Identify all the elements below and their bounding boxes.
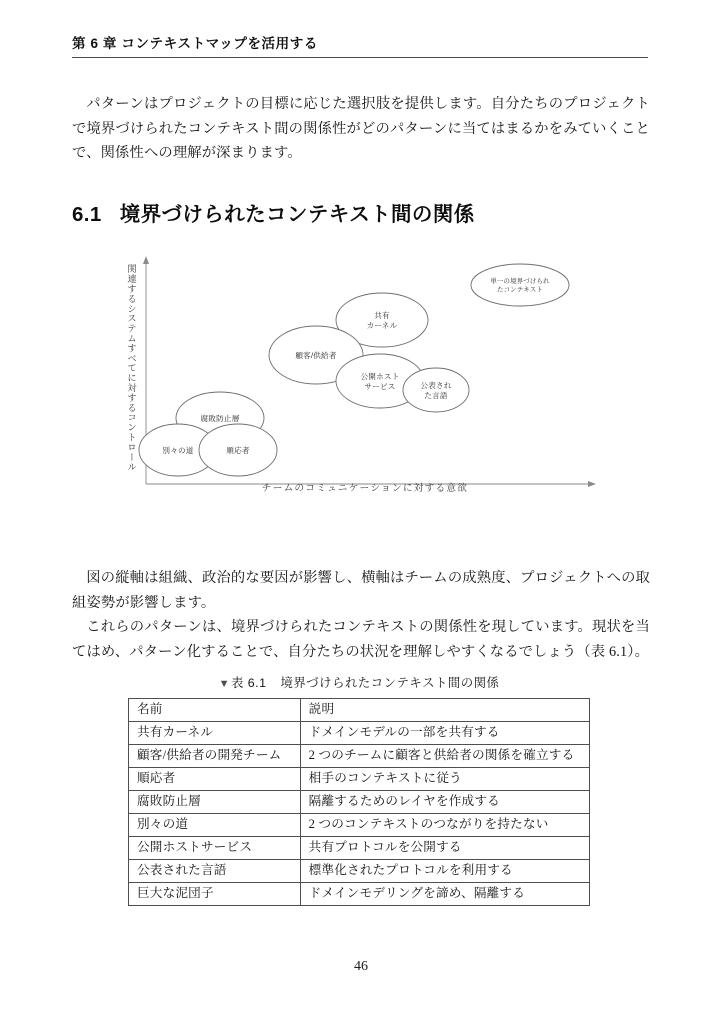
figure-svg	[110, 252, 620, 504]
pattern-ellipse-conformist	[199, 424, 277, 476]
cell-pattern-description: 2 つのチームに顧客と供給者の関係を確立する	[300, 745, 589, 768]
cell-pattern-name: 共有カーネル	[129, 722, 301, 745]
x-axis-label: チームのコミュニケーションに対する意欲	[261, 483, 469, 494]
pattern-ellipse-published-language	[403, 368, 469, 412]
running-header	[72, 32, 648, 52]
table-row	[129, 883, 590, 906]
cell-pattern-name: 公表された言語	[129, 860, 301, 883]
table-body	[129, 722, 590, 906]
table-row	[129, 814, 590, 837]
table-header	[129, 699, 590, 722]
paragraph-intro: パターンはプロジェクトの目標に応じた選択肢を提供します。自分たちのプロジェクトで境界づけられたコンテキスト間の関係性がどのパターンに当てはまるかをみていくことで、関係性への理解が深まります。	[72, 96, 650, 161]
ellipse-label: 共有カーネル	[366, 310, 398, 330]
section-heading	[72, 197, 475, 227]
cell-pattern-name: 公開ホストサービス	[129, 837, 301, 860]
caption-title: 境界づけられたコンテキスト間の関係	[280, 676, 500, 690]
column-header-name: 名前	[129, 699, 301, 722]
caption-number: 表 6.1	[230, 676, 267, 690]
cell-pattern-description: 相手のコンテキストに従う	[300, 768, 589, 791]
table-row	[129, 722, 590, 745]
header-rule	[72, 57, 648, 58]
context-map-figure	[110, 252, 620, 504]
relationship-patterns-table	[128, 698, 590, 906]
cell-pattern-description: ドメインモデルの一部を共有する	[300, 722, 589, 745]
ellipse-label: 順応者	[226, 445, 250, 455]
table-caption	[128, 673, 590, 691]
cell-pattern-description: 標準化されたプロトコルを利用する	[300, 860, 589, 883]
column-header-description: 説明	[300, 699, 589, 722]
cell-pattern-description: 2 つのコンテキストのつながりを持たない	[300, 814, 589, 837]
page-number: 46	[354, 959, 368, 974]
cell-pattern-name: 巨大な泥団子	[129, 883, 301, 906]
cell-pattern-description: ドメインモデリングを諦め、隔離する	[300, 883, 589, 906]
y-axis-arrowhead	[143, 256, 149, 264]
cell-pattern-description: 共有プロトコルを公開する	[300, 837, 589, 860]
section-title: 境界づけられたコンテキスト間の関係	[119, 203, 475, 226]
ellipse-label: 公開ホストサービス	[360, 371, 400, 391]
table-row	[129, 860, 590, 883]
cell-pattern-description: 隔離するためのレイヤを作成する	[300, 791, 589, 814]
ellipse-label: 公表された言語	[420, 380, 452, 400]
cell-pattern-name: 順応者	[129, 768, 301, 791]
paragraph-axes: 図の縦軸は組織、政治的な要因が影響し、横軸はチームの成熟度、プロジェクトへの取組姿勢が影響します。	[72, 570, 650, 611]
paragraph-apply: これらのパターンは、境界づけられたコンテキストの関係性を現しています。現状を当てはめ、パターン化することで、自分たちの状況を理解しやすくなるでしょう（表 6.1）。	[72, 619, 650, 660]
ellipse-label: 顧客/供給者	[295, 350, 337, 360]
table-row	[129, 745, 590, 768]
y-axis-label: 関連するシステムすべてに対するコントロール	[126, 264, 136, 472]
pattern-ellipse-single-bounded-context	[471, 264, 569, 306]
table-header-row	[129, 699, 590, 722]
cell-pattern-name: 腐敗防止層	[129, 791, 301, 814]
caption-triangle-icon: ▼	[218, 678, 230, 690]
chapter-title: 第 6 章 コンテキストマップを活用する	[72, 36, 318, 51]
section-number: 6.1	[72, 203, 102, 226]
table-row	[129, 837, 590, 860]
ellipse-label: 腐敗防止層	[200, 413, 240, 423]
cell-pattern-name: 別々の道	[129, 814, 301, 837]
ellipse-label: 単一の境界づけられたコンテキスト	[490, 278, 550, 294]
pattern-ellipse-group	[139, 264, 569, 476]
ellipse-label: 別々の道	[162, 445, 194, 455]
cell-pattern-name: 顧客/供給者の開発チーム	[129, 745, 301, 768]
table-row	[129, 768, 590, 791]
table-row	[129, 791, 590, 814]
